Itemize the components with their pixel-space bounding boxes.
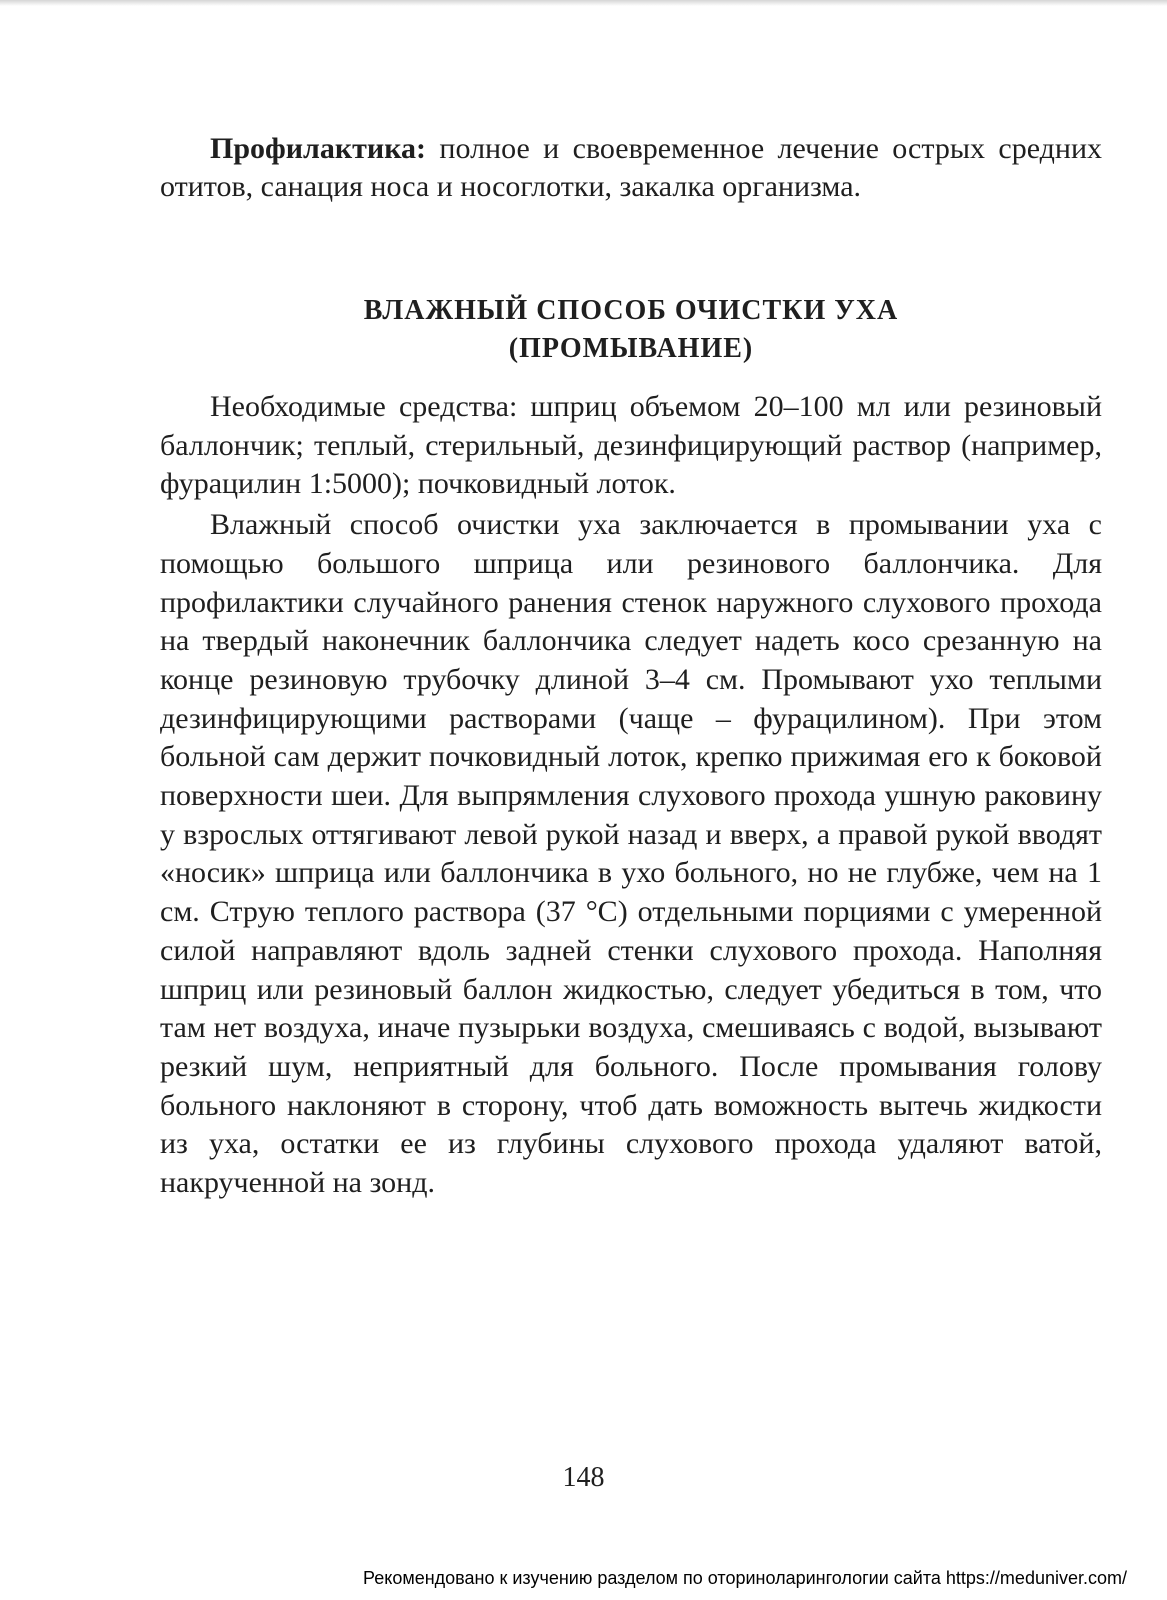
footer-note: Рекомендовано к изучению разделом по оториноларингологии сайта https://meduniver.com/ [363,1568,1127,1588]
paragraph-procedure: Влажный способ очистки уха заключается в промывании уха с помощью большого шприца или резинового баллончика. Для профилактики случайного ранения стенок наружного слухового прохода на твердый наконечник баллончика следует надеть косо срезанную на конце резиновую трубочку длиной 3–4 см. Промывают ухо теплыми дезинфицирующими растворами (чаще – фурацилином). При этом больной сам держит почковидный лоток, крепко прижимая его к боковой поверхности шеи. Для выпрямления слухового прохода ушную раковину у взрослых оттягивают левой рукой назад и вверх, а правой рукой вводят «носик» шприца или баллончика в ухо больного, но не глубже, чем на 1 см. Струю теплого раствора (37 °С) отдельными порциями с умеренной силой направляют вдоль задней стенки слухового прохода. Наполняя шприц или резиновый баллон жидкостью, следует убедиться в том, что там нет воздуха, иначе пузырьки воздуха, смешиваясь с водой, вызывают резкий шум, неприятный для больного. После промывания голову больного наклоняют в сторону, чтоб дать воможность вытечь жидкости из уха, остатки ее из глубины слухового прохода удаляют ватой, накрученной на зонд. [160,508,1102,1200]
prevention-label: Профилактика: [210,132,427,165]
page-corner-shadow [1067,0,1167,100]
body-text [160,388,1102,1203]
prevention-text [160,130,1102,206]
heading-line-2: (ПРОМЫВАНИЕ) [508,333,754,364]
page-number: 148 [562,1462,605,1493]
prevention-body: полное и своевременное лечение острых средних отитов, санация носа и носоглотки, закалка организма. [160,132,1102,203]
paragraph-equipment: Необходимые средства: шприц объемом 20–100 мл или резиновый баллончик; теплый, стерильный, дезинфицирующий раствор (например, фурацилин 1:5000); почковидный лоток. [160,390,1102,501]
prevention-paragraph [160,130,1102,206]
page-edge [0,0,1167,6]
heading-line-1: ВЛАЖНЫЙ СПОСОБ ОЧИСТКИ УХА [363,295,899,326]
section-heading [160,292,1102,368]
